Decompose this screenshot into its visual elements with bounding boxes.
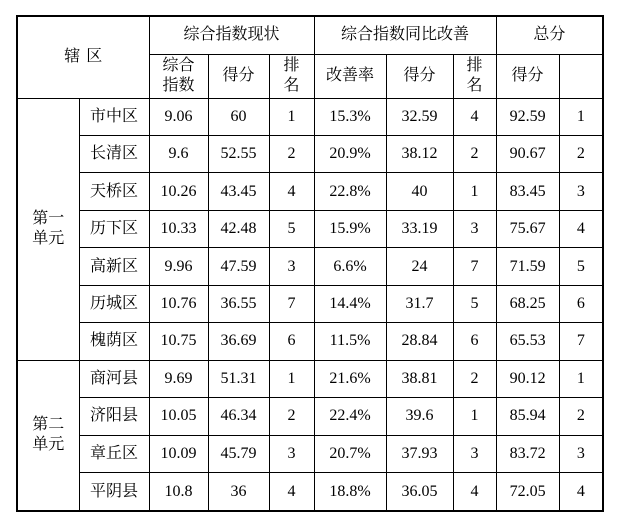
- value-cell: 1: [269, 360, 314, 397]
- value-cell: 24: [386, 248, 453, 285]
- value-cell: 40: [386, 173, 453, 210]
- value-cell: 10.8: [149, 473, 208, 511]
- value-cell: 3: [559, 173, 603, 210]
- value-cell: 31.7: [386, 285, 453, 322]
- value-cell: 47.59: [208, 248, 269, 285]
- column-header-composite-index: 综合指数: [149, 54, 208, 98]
- value-cell: 6: [559, 285, 603, 322]
- header-row-groups: [17, 16, 603, 54]
- table-row: [17, 285, 603, 322]
- column-group-total-score: 总分: [496, 16, 603, 54]
- value-cell: 21.6%: [314, 360, 386, 397]
- unit-label: 第一单元: [17, 98, 79, 360]
- value-cell: 2: [269, 135, 314, 172]
- air-quality-ranking-table: [16, 15, 604, 512]
- value-cell: 10.75: [149, 323, 208, 360]
- value-cell: 60: [208, 98, 269, 135]
- value-cell: 7: [559, 323, 603, 360]
- column-group-current-index: 综合指数现状: [149, 16, 314, 54]
- value-cell: 52.55: [208, 135, 269, 172]
- value-cell: 14.4%: [314, 285, 386, 322]
- value-cell: 5: [453, 285, 496, 322]
- value-cell: 5: [269, 210, 314, 247]
- table-row: [17, 98, 603, 135]
- value-cell: 22.4%: [314, 398, 386, 435]
- value-cell: 28.84: [386, 323, 453, 360]
- value-cell: 75.67: [496, 210, 559, 247]
- value-cell: 51.31: [208, 360, 269, 397]
- region-name: 天桥区: [79, 173, 149, 210]
- value-cell: 6: [269, 323, 314, 360]
- table-row: [17, 323, 603, 360]
- table-row: [17, 360, 603, 397]
- value-cell: 42.48: [208, 210, 269, 247]
- value-cell: 10.05: [149, 398, 208, 435]
- table-body: [17, 98, 603, 511]
- value-cell: 4: [559, 210, 603, 247]
- value-cell: 11.5%: [314, 323, 386, 360]
- region-name: 商河县: [79, 360, 149, 397]
- value-cell: 7: [453, 248, 496, 285]
- value-cell: 18.8%: [314, 473, 386, 511]
- value-cell: 83.72: [496, 435, 559, 472]
- value-cell: 85.94: [496, 398, 559, 435]
- value-cell: 33.19: [386, 210, 453, 247]
- column-header-rank-current: 排名: [269, 54, 314, 98]
- value-cell: 20.7%: [314, 435, 386, 472]
- value-cell: 10.33: [149, 210, 208, 247]
- value-cell: 83.45: [496, 173, 559, 210]
- value-cell: 15.3%: [314, 98, 386, 135]
- region-name: 市中区: [79, 98, 149, 135]
- region-name: 章丘区: [79, 435, 149, 472]
- value-cell: 10.09: [149, 435, 208, 472]
- value-cell: 36.05: [386, 473, 453, 511]
- value-cell: 4: [453, 473, 496, 511]
- value-cell: 37.93: [386, 435, 453, 472]
- value-cell: 36: [208, 473, 269, 511]
- column-header-score-improvement: 得分: [386, 54, 453, 98]
- table-row: [17, 398, 603, 435]
- unit-label: 第二单元: [17, 360, 79, 511]
- value-cell: 9.6: [149, 135, 208, 172]
- value-cell: 1: [453, 398, 496, 435]
- value-cell: 32.59: [386, 98, 453, 135]
- value-cell: 15.9%: [314, 210, 386, 247]
- table-row: [17, 435, 603, 472]
- value-cell: 4: [453, 98, 496, 135]
- value-cell: 36.55: [208, 285, 269, 322]
- value-cell: 9.69: [149, 360, 208, 397]
- region-name: 济阳县: [79, 398, 149, 435]
- value-cell: 9.06: [149, 98, 208, 135]
- column-header-score-total: 得分: [496, 54, 559, 98]
- value-cell: 72.05: [496, 473, 559, 511]
- value-cell: 45.79: [208, 435, 269, 472]
- column-header-rank-improvement: 排名: [453, 54, 496, 98]
- value-cell: 3: [453, 435, 496, 472]
- region-name: 历城区: [79, 285, 149, 322]
- value-cell: 68.25: [496, 285, 559, 322]
- value-cell: 65.53: [496, 323, 559, 360]
- value-cell: 1: [559, 360, 603, 397]
- value-cell: 20.9%: [314, 135, 386, 172]
- table-row: [17, 173, 603, 210]
- region-name: 槐荫区: [79, 323, 149, 360]
- region-name: 平阴县: [79, 473, 149, 511]
- value-cell: 3: [269, 435, 314, 472]
- value-cell: 1: [269, 98, 314, 135]
- table-row: [17, 210, 603, 247]
- column-header-improvement-rate: 改善率: [314, 54, 386, 98]
- value-cell: 10.76: [149, 285, 208, 322]
- value-cell: 2: [453, 360, 496, 397]
- table-row: [17, 248, 603, 285]
- value-cell: 3: [559, 435, 603, 472]
- table-header: [17, 16, 603, 98]
- value-cell: 90.67: [496, 135, 559, 172]
- value-cell: 4: [269, 473, 314, 511]
- value-cell: 90.12: [496, 360, 559, 397]
- region-name: 长清区: [79, 135, 149, 172]
- value-cell: 5: [559, 248, 603, 285]
- value-cell: 36.69: [208, 323, 269, 360]
- value-cell: 3: [453, 210, 496, 247]
- region-name: 高新区: [79, 248, 149, 285]
- value-cell: 39.6: [386, 398, 453, 435]
- value-cell: 46.34: [208, 398, 269, 435]
- value-cell: 6.6%: [314, 248, 386, 285]
- value-cell: 10.26: [149, 173, 208, 210]
- value-cell: 2: [269, 398, 314, 435]
- value-cell: 1: [559, 98, 603, 135]
- table-row: [17, 135, 603, 172]
- value-cell: 22.8%: [314, 173, 386, 210]
- value-cell: 9.96: [149, 248, 208, 285]
- table-row: [17, 473, 603, 511]
- value-cell: 4: [559, 473, 603, 511]
- value-cell: 38.81: [386, 360, 453, 397]
- column-header-rank-total: [559, 54, 603, 98]
- value-cell: 7: [269, 285, 314, 322]
- value-cell: 2: [559, 398, 603, 435]
- region-name: 历下区: [79, 210, 149, 247]
- value-cell: 38.12: [386, 135, 453, 172]
- value-cell: 3: [269, 248, 314, 285]
- column-header-region: 辖区: [17, 16, 149, 98]
- value-cell: 43.45: [208, 173, 269, 210]
- value-cell: 71.59: [496, 248, 559, 285]
- column-group-yoy-improvement: 综合指数同比改善: [314, 16, 496, 54]
- value-cell: 2: [559, 135, 603, 172]
- column-header-score-current: 得分: [208, 54, 269, 98]
- value-cell: 6: [453, 323, 496, 360]
- value-cell: 2: [453, 135, 496, 172]
- value-cell: 92.59: [496, 98, 559, 135]
- value-cell: 4: [269, 173, 314, 210]
- value-cell: 1: [453, 173, 496, 210]
